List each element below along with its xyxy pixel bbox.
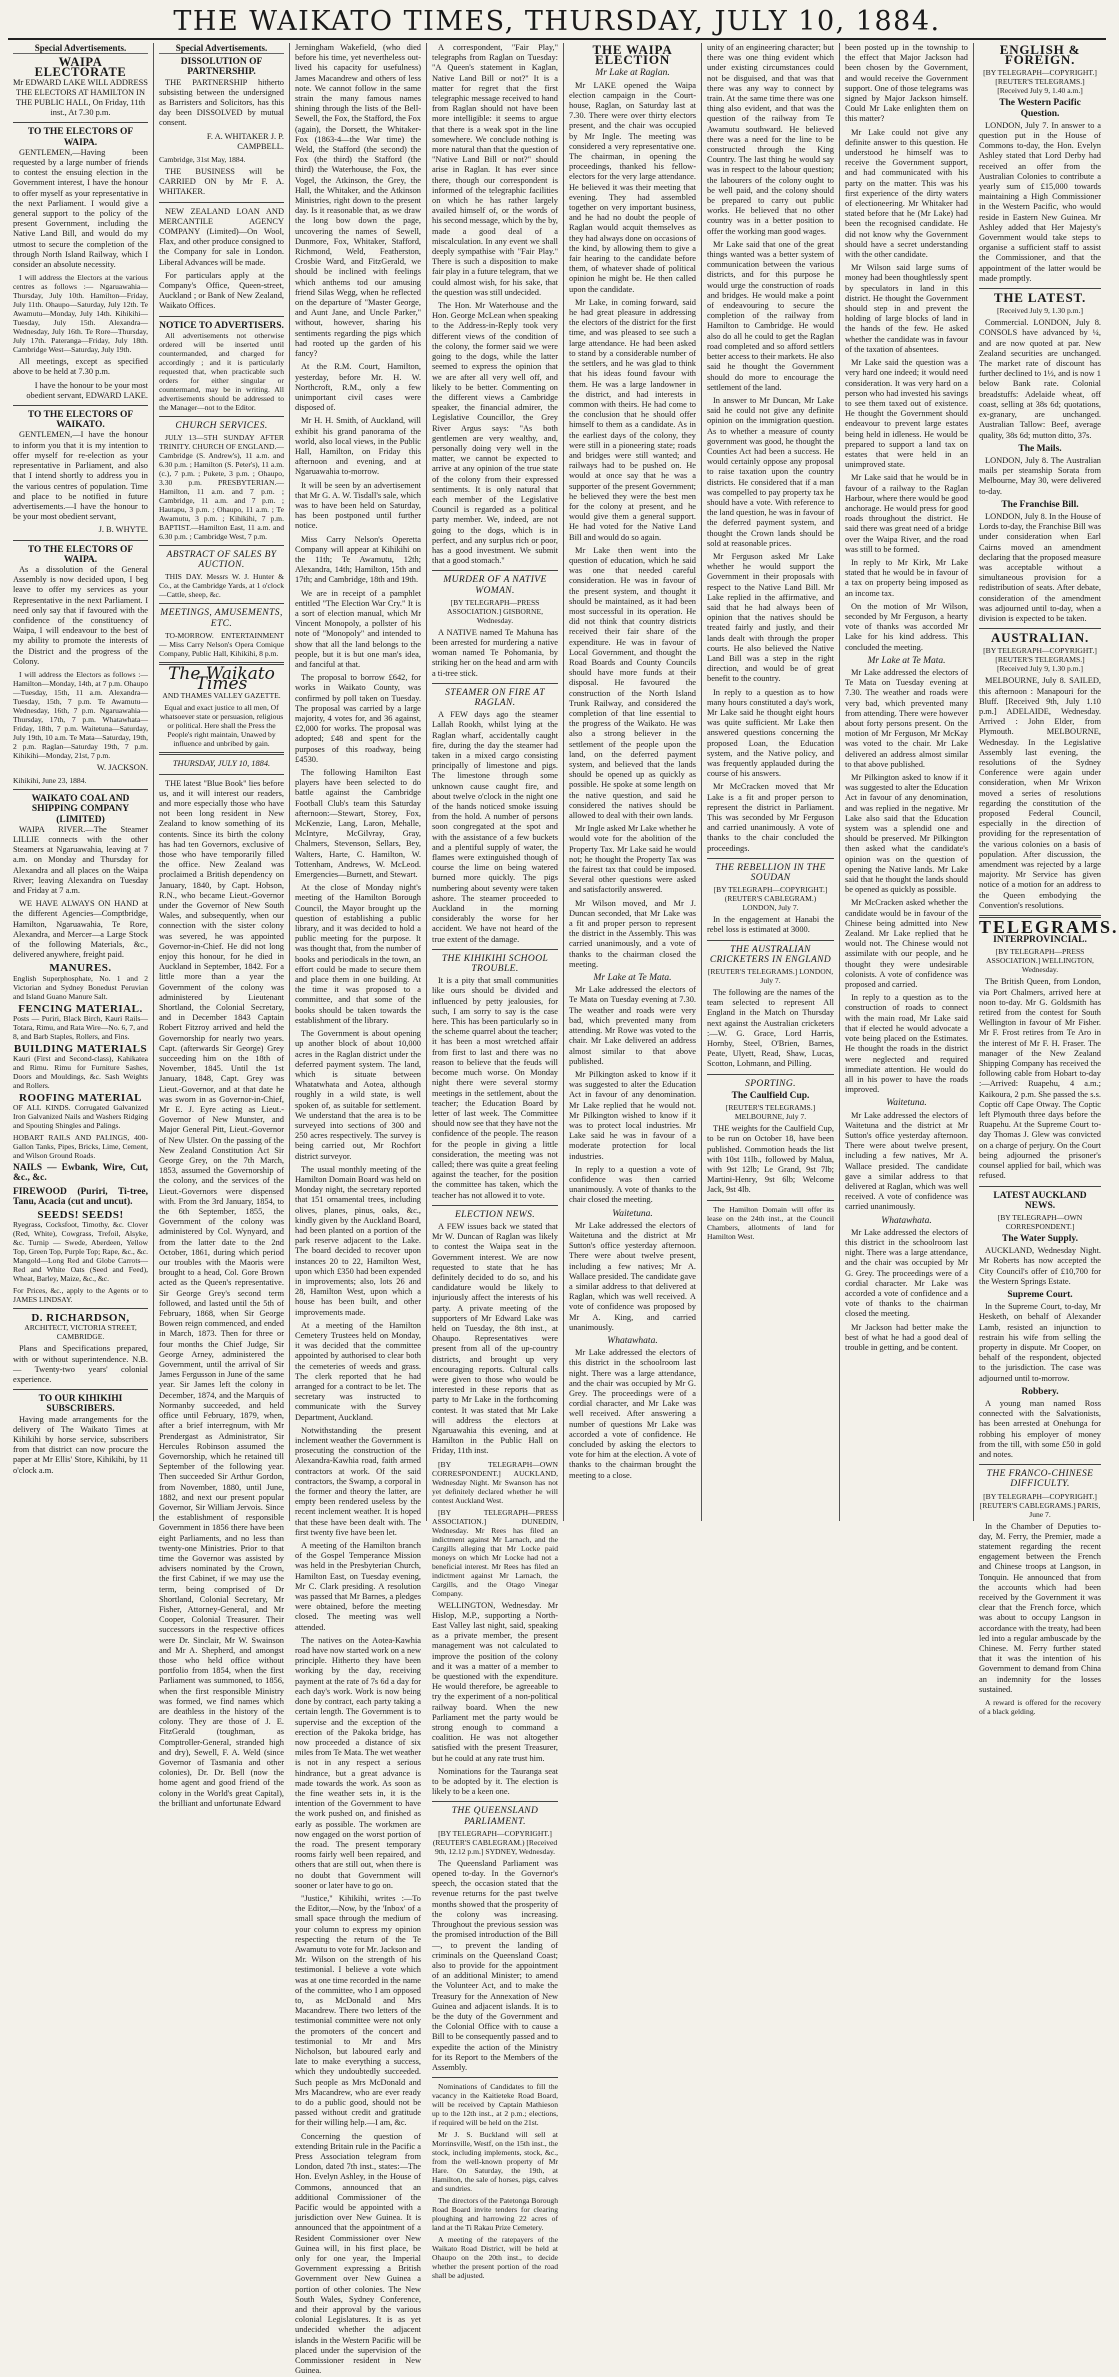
coal-company-body: WAIPA RIVER.—The Steamer LILLIE connects with the other Steamers at Ngaruawahia, leaving at 7 a.m. on Monday and Thursday for Alexandra and all places on the Waipa River; leaving Alexandra on Tuesday and Friday at 7 a.m. bbox=[13, 824, 148, 895]
waipa-election-heading: THE WAIPA ELECTION bbox=[592, 42, 673, 68]
report-paragraph: Mr Lake addressed the electors of Waitetuna and the district at Mr Sutton's office yesterday afternoon. There were about twelve present, including a few natives, Mr A. Wallace presided. The candidate gave a similar address to that delivered at Raglan, which was well received. A vote of confidence was carried unanimously. bbox=[845, 1110, 968, 1212]
report-paragraph: Mr LAKE opened the Waipa election campaign in the Court-house, Raglan, on Saturday last at 7.30. There were over thirty electors present, and the chair was occupied by Mr Ingle. The meeting was considered a very representative one. The chairman, in opening the proceedings, thanked his fellow-electors for the very large attendance. He believed it was their meeting that evening. They had assembled together on very important business, and he had no doubt the people of Raglan would acquit themselves as they had always done on occasions of the kind, by allowing them to give a fair hearing to the candidate before them, of whatever shade of political opinion he might be. He then called upon the candidate. bbox=[569, 80, 696, 294]
queensland-dateline: [BY TELEGRAPH—COPYRIGHT.] (REUTER'S CABLEGRAM.) [Received 9th, 12.12 p.m.] SYDNEY, Wednesday. bbox=[432, 1828, 558, 1856]
steamer-fire-body: A FEW days ago the steamer Lallah Rookh, whilst lying at the Raglan wharf, accidentally caught fire, during the day the steamer had taken in a mixed cargo consisting principally of limestone and pigs. The limestone through some unknown cause caught fire, and about twelve o'clock in the night one of the hands noticed smoke issuing from the hold. A number of persons soon congregated at the spot and with the assistance of a few buckets and a plentiful supply of water, the flames were extinguished though of course the lime on being watered burned more quickly. The pigs numbering about seventy were taken ashore. The steamer proceeded to Auckland in the morning considerably the worse for her accident. We have not heard of the true extent of the damage. bbox=[432, 710, 558, 944]
report-paragraph: Mr Ferguson asked Mr Lake whether he would support the Government in their proposals with respect to the Native Land Bill. Mr Lake replied in the affirmative, and said that he had always been of opinion that the natives should be treated fairly and justly, and their lands dealt with through the proper courts. He also believed the Native Land Bill was a step in the right direction, and would be of great benefit to the country. bbox=[707, 551, 834, 684]
lake-address-body: GENTLEMEN,—Having been requested by a large number of friends to contest the ensuing election in the Government interest, I have the honour to offer myself as your representative in the next Parliament. I would give a general support to the policy of the present Government, including the Native Land Bill, and would do my utmost to secure the completion of the through North Island Railway, which I consider an absolute necessity. bbox=[13, 147, 148, 270]
masthead: THE WAIKATO TIMES, THURSDAY, JULY 10, 1884. bbox=[8, 6, 1106, 40]
nz-loan-body: For particulars apply at the Company's Office, Queen-street, Auckland ; or Bank of New Zealand, Waikato Offices. bbox=[159, 270, 284, 311]
fencing-list: Posts — Puriri, Black Birch, Kauri Rails—Totara, Rimu, and Rata Wire—No. 6, 7, and 8, and Barb Staples, Rollers, and Fins. bbox=[13, 1013, 148, 1041]
richardson-subheading: ARCHITECT, VICTORIA STREET, CAMBRIDGE. bbox=[24, 1323, 137, 1342]
kihikihi-subscribers-body: Having made arrangements for the delivery of The Waikato Times at Kihikihi by horse service, subscribers from that district can now procure the paper at Mr Ellis' Store, Kihikihi, by 11 o'clock a.m. bbox=[13, 1414, 148, 1475]
report-paragraph: unity of an engineering character; but there was one thing evident which under existing circumstances could not be disguised, and that was that there was any way to connect by train. At the same time there was one thing also evident, and that was the question of the railway from Te Awamutu southward. He believed there was a need for the line to be constructed through the King Country. The last thing he would say was in respect to the labour question; the labourers of the colony ought to be well paid, and the colony should be prepared to carry out public works. He believed that no other country was in a better position to offer the working man good wages. bbox=[707, 43, 834, 236]
sporting-heading: SPORTING. bbox=[745, 1078, 796, 1089]
mails-body: LONDON, July 8. The Australian mails per steamship Sorata from Melbourne, May 30, were delivered to-day. bbox=[979, 455, 1101, 496]
caulfield-cup-subheading: The Caulfield Cup. bbox=[731, 1090, 810, 1101]
robbery-body: A young man named Ross connected with the Salvationists, has been arrested at Onehunga for robbing his employer of money from the till, with some £50 in gold and notes. bbox=[979, 1398, 1101, 1459]
hobart-rails: HOBART RAILS AND PALINGS, 400-Gallon Tanks, Pipes, Bricks, Lime, Cement, and Wilson Ground Roads. bbox=[13, 1133, 148, 1161]
cricketers-dateline: [REUTER'S TELEGRAMS.] LONDON, July 7. bbox=[707, 967, 834, 986]
column-2 bbox=[154, 43, 290, 1808]
church-services-body: JULY 13—5TH SUNDAY AFTER TRINITY. CHURCH OF ENGLAND.—Cambridge (S. Andrew's), 11 a.m. and 6.30 p.m. ; Hamilton (S. Peter's), 11 a.m. (c.), 7 p.m. ; Pukete, 3 p.m. ; Ohaupo, 3.30 p.m. PRESBYTERIAN.—Hamilton, 11 a.m. and 7 p.m. ; Cambridge, 11 a.m. and 7 p.m. ; Hautapu, 3 p.m. ; Ohaupo, 11 a.m. ; Te Awamutu, 3 p.m. ; Kihikihi, 7 p.m. BAPTIST.—Hamilton East, 11 a.m. and 6.30 p.m. ; Cambridge West, 7 p.m. bbox=[159, 433, 284, 542]
election-news-tauranga: Nominations for the Tauranga seat to be adopted by it. The election is likely to be a keen one. bbox=[432, 1766, 558, 1797]
cricketers-heading: THE AUSTRALIAN CRICKETERS IN ENGLAND bbox=[709, 944, 832, 965]
election-news-dunedin: [BY TELEGRAPH—PRESS ASSOCIATION.] DUNEDIN, Wednesday. Mr Rees has filed an indictment against Mr Larnach, and the Cargills alleging that Mr Locke paid moneys on which Mr Locke had not a beneficial interest. Mr Rees has filed an indictment against Mr Larnach, the Cargills, and the Otago Vinegar Company. bbox=[432, 1507, 558, 1598]
column-layout bbox=[8, 42, 1119, 2376]
te-mata-subheading: Mr Lake at Te Mata. bbox=[593, 973, 672, 984]
latest-auckland-dateline: [BY TELEGRAPH—OWN CORRESPONDENT.] bbox=[997, 1212, 1083, 1231]
auction-abstract-body: THIS DAY. Messrs W. J. Hunter & Co., at the Cambridge Yards, at 1 o'clock—Cattle, sheep, &c. bbox=[159, 572, 284, 600]
seeds-list: Ryegrass, Cocksfoot, Timothy, &c. Clover (Red, White), Cowgrass, Trefoil, Alsyke, &c. Turnip — Swede, Aberdeen, Yellow Top, Green Top, Purple Top; Rape, &c., &c. Mangold—Long Red and Globe Carrots—Red and White Oats (Seed and Feed), Wheat, Barley, Maize, &c., &c. bbox=[13, 1220, 148, 1284]
report-paragraph: Mr Lake said that he would be in favour of a railway to the Raglan Harbour, where there would be good anchorage. He would press for good roads throughout the district. He said there was great need of a bridge over the Waipa River, and the road was still to be formed. bbox=[845, 473, 968, 554]
notice-advertisers-body: All advertisements not otherwise ordered will be inserted until countermanded, and charged for accordingly ; and it is particularly requested that, when practicable such orders for either singular or countermand, may be in writing. All advertisements should be addressed to the Manager—not to the Editor. bbox=[159, 330, 284, 412]
waitetuna-subheading: Waitetuna. bbox=[886, 1098, 927, 1109]
report-paragraph: Mr Lake addressed the electors of Te Mata on Tuesday evening at 7.30. The weather and roads were very bad, which prevented many from attending. Mr Rowe was voted to the chair. Mr Lake delivered an address almost similar to that above published. bbox=[569, 985, 696, 1066]
franco-chinese-heading: THE FRANCO-CHINESE DIFFICULTY. bbox=[986, 1469, 1094, 1490]
english-foreign-dateline: [BY TELEGRAPH—COPYRIGHT.] [REUTER'S TELEGRAMS.] [Received July 9, 1.40 a.m.] bbox=[983, 68, 1097, 96]
mails-heading: The Mails. bbox=[1018, 443, 1062, 454]
report-paragraph: Mr Pilkington asked to know if it was suggested to alter the Education Act in favour of any denomination. Mr Lake replied that he would not. Mr Pilkington wished to know if it was to protect local industries. Mr Lake said he was in favour of a moderate protection for local industries. bbox=[569, 1069, 696, 1161]
raglan-subheading: Mr Lake at Raglan. bbox=[595, 68, 670, 79]
richardson-heading: D. RICHARDSON, bbox=[31, 1312, 130, 1325]
news-item: The directors of the Patetonga Borough Road Board invite tenders for clearing ploughing and harrowing 22 acres of land at the Ti Rakau Prize Cemetery. bbox=[432, 2196, 558, 2233]
school-trouble-heading: THE KIHIKIHI SCHOOL TROUBLE. bbox=[441, 953, 549, 975]
report-paragraph: Mr Wilson said large sums of money had been thoughtlessly spent by speculators in land in this district. He thought the Government should step in and prevent the holding of large blocks of land in the hands of the few. He asked whether the candidate was in favour of the taxation of absentees. bbox=[845, 263, 968, 354]
roofing-heading: ROOFING MATERIAL bbox=[19, 1092, 142, 1105]
soudan-dateline: [BY TELEGRAPH—COPYRIGHT.] (REUTER'S CABLEGRAM.) LONDON, July 7. bbox=[713, 885, 828, 913]
news-item: Miss Carry Nelson's Operetta Company will appear at Kihikihi on the 11th; Te Awamutu, 12th; Alexandra, 14th; Hamilton, 15th and 17th; and Cambridge, 18th and 19th. bbox=[295, 534, 421, 585]
report-paragraph: Mr Lake addressed the electors of Te Mata on Tuesday evening at 7.30. The weather and roads were very bad, which prevented many from attending. There were however about forty persons present. On the motion of Mr Ferguson, Mr McKay was voted to the chair. Mr Lake delivered an address almost similar to that above published. bbox=[845, 667, 968, 769]
news-item: Concerning the question of extending Britain rule in the Pacific a Press Association telegram from London, dated 7th inst., states:—The Hon. Evelyn Ashley, in the House of Commons, announced that an additional Commissioner of the Pacific would be appointed with a jurisdiction over New Guinea. It is announced that the appointment of a Resident Commissioner over New Guinea will, in his first place, be only for one year, the Imperial Government expressing a British Government over New Guinea a portion of other colonies. The New South Wales, Sydney Conference, and their approval by the various colonial Legislatures. It is as yet undecided whether the adjacent islands in the Western Pacific will be placed under the supervision of the Commissioner resident in New Guinea. bbox=[295, 2131, 421, 2376]
jackson-address-heading: TO THE ELECTORS OF WAIPA. bbox=[27, 544, 134, 565]
jackson-meetings-list: I will address the Electors as follows :— Hamilton—Monday, 14th, at 7 p.m. Ohaupo—Tuesday, 15th, 11 a.m. Alexandra—Tuesday, 15th, 7 p.m. Te Awamutu—Wednesday, 16th, 7 p.m. Ngaruawahia—Thursday, 17th, 7 p.m. Whatawhata—Friday, 18th, 7 p.m. Waitetuna—Saturday, July 19th, 10 a.m. Te Mata—Saturday, 19th, 2 p.m. Raglan—Saturday 19th, 7 p.m. Kihikihi—Monday, 21st, 7 p.m. bbox=[13, 669, 148, 760]
kihikihi-subscribers-heading: TO OUR KIHIKIHI SUBSCRIBERS. bbox=[38, 1394, 123, 1415]
domain-notice: The Hamilton Domain will offer its lease on the 24th inst., at the Council Chambers, allotments of land for Hamilton West. bbox=[707, 1204, 834, 1241]
divider bbox=[13, 405, 148, 406]
newspaper-motto: Equal and exact justice to all men, Of whatsoever state or persuasion, religious or political. Here shall the Press the People's right maintain, Unawed by influence and unbribed by gain. bbox=[159, 703, 284, 749]
divider bbox=[13, 789, 148, 790]
school-trouble-body: It is a pity that small communities like ours should be divided and influenced by petty jealousies, for such, I am sorry to say is the case here. This has been particularly so in the scheme quarrel about the teacher; it has been a most wretched affair from first to last and there was no reason to believe that the feuds will become much worse. On Monday night there were several stormy meetings in the settlement, about the teacher; the Education Board by letter of last week. The Committee should now see that they have not the confidence of the people. The reason for the people in giving a little consideration, the meeting was not called; there was quite a great feeling against the teacher, for the position the committee has taken, which the teacher has not allowed it to vote. bbox=[432, 976, 558, 1200]
column-6 bbox=[702, 43, 840, 1521]
te-mata-subheading: Mr Lake at Te Mata. bbox=[867, 655, 946, 666]
english-foreign-heading: ENGLISH & FOREIGN. bbox=[999, 42, 1081, 68]
divider bbox=[13, 122, 148, 123]
waitetuna-subheading: Waitetuna. bbox=[612, 1208, 653, 1219]
soudan-heading: THE REBELLION IN THE SOUDAN bbox=[715, 862, 826, 884]
manures-heading: MANURES. bbox=[49, 962, 112, 975]
news-item: Nominations of Candidates to fill the vacancy in the Kaitieteke Road Board, will be received by Captain Mathieson up to the 12th inst., at 2 p.m.; elections, if required will be held on the 21st. bbox=[432, 2082, 558, 2128]
news-item: Mr J. S. Buckland will sell at Morrinsville, Westf, on the 15th inst., the stock, including implements, stock, &c., from the well-known property of Mr Hare. On Saturday, the 19th, at Hamilton, the sale of horses, pigs, calves and sundries. bbox=[432, 2130, 558, 2194]
church-services-heading: CHURCH SERVICES. bbox=[175, 420, 268, 431]
column-1 bbox=[8, 43, 154, 1521]
latest-heading: THE LATEST. bbox=[993, 290, 1087, 306]
news-item: A correspondent, "Fair Play," telegraphs from Raglan on Tuesday: "A Queen's statement in Kaglan, Native Land Bill or not?" It is a matter for regret that the first telegraphic message received to hand from Raglan should not have been more intelligible: it seems to argue that there is a weak spot in the line somewhere. We conclude nothing is more natural than that the question of "Native Land Bill or not?" should arise in Raglan. It has ever since there, though our correspondent is informed of the telegraphic facilities on which he has rather largely availed himself of, or the words of his second message, which by the by, made a good deal of a miscalculation. In any event we shall deeply sympathise with "Fair Play." There is such a disposition to make fair play in a future telegram, that we could almost wish, for his sake, that the question was still undecided. bbox=[432, 43, 558, 297]
waipa-electorate-notice: Mr EDWARD LAKE WILL ADDRESS THE ELECTORS AT HAMILTON IN THE PUBLIC HALL, On Friday, 11th inst., At 7.30 p.m. bbox=[13, 77, 148, 118]
newspaper-title: The Waikato Times bbox=[168, 663, 275, 695]
election-news-wellington: WELLINGTON, Wednesday. Mr Hislop, M.P., supporting a North-East Valley last night, said, speaking as a private member, the present management was not calculated to improve the position of the colony and it was a matter of a member to be questioned with the expenditure. He would therefore, be agreeable to try the experiment of a non-political railway board. When the new Parliament met the party would be strong enough to command a coalition. He was not altogether satisfied with the present Treasurer, but he could at any rate trust him. bbox=[432, 1600, 558, 1763]
report-paragraph: Mr Lake addressed the electors of Waitetuna and the district at Mr Sutton's office yesterday afternoon. There were about twelve present, including a few natives; Mr A. Wallace presided. The candidate gave a similar address to that delivered at Raglan, which was well received. A vote of confidence was proposed by Mr A. King, and carried unanimously. bbox=[569, 1220, 696, 1332]
news-item: The following Hamilton East players have been selected to do battle against the Cambridge Football Club's team this Saturday afternoon:—Stewart, Storey, Fox, McKenzie, Lang, Laron, Mehalle, McIntyre, McGilvray, Gray, Chalmers, Stevenson, Sellars, Bey, Walters, Harte, C. Hamilton, W. Tottenham, Andrews, W. McLeod. Emergencies—Burnett, and Stewart. bbox=[295, 768, 421, 880]
divider bbox=[432, 1801, 558, 1802]
meetings-body: TO-MORROW. ENTERTAINMENT — Miss Carry Nelson's Opera Comique Company, Public Hall, Kihikihi, 8 p.m. bbox=[159, 630, 284, 658]
divider bbox=[13, 1308, 148, 1309]
report-paragraph: In reply to Mr Kirk, Mr Lake stated that he would be in favour of a tax on property being imposed as an income tax. bbox=[845, 557, 968, 598]
soudan-body: In the engagement at Hanabi the rebel loss is estimated at 3000. bbox=[707, 915, 834, 935]
report-paragraph: Mr McCracken moved that Mr Lake is a fit and proper person to represent the district in Parliament. This was seconded by Mr Ferguson and carried unanimously. A vote of thanks to the chair concluded the proceedings. bbox=[707, 782, 834, 853]
report-paragraph: Mr Lake then went into the question of education, which he said was one that needed careful consideration. He was in favour of the present system, and thought it should be maintained, as it had been most successful in its operation. He did not think that country districts received their fair share of the expenditure. He was in favour of Local Government, and thought the Road Boards and County Councils should have more funds at their disposal. He favoured the construction of the North Island Trunk Railway, and considered the completion of that line essential to the progress of the Waikato. He was also a strong believer in the settlement of the people upon the land, on the deferred payment system, and believed that the lands should be opened up as quickly as possible. He spoke at some length on the native question, and said he considered the natives should be allowed to deal with their own lands. bbox=[569, 545, 696, 821]
telegrams-heading: TELEGRAMS. bbox=[979, 917, 1119, 938]
auction-abstract-heading: ABSTRACT OF SALES BY AUCTION. bbox=[166, 550, 277, 571]
report-paragraph: Mr McCracken asked whether the candidate would be in favour of the Chinese being admitted into New Zealand. Mr Lake replied that he would not. The Chinese would not assimilate with our people, and he thought they were undesirable colonists. A vote of confidence was proposed and carried. bbox=[845, 898, 968, 990]
report-paragraph: Mr Lake addressed the electors of this district in the schoolroom last night. There was a large attendance, and the chair was occupied by Mr G. Grey. The proceedings were of a cordial character. Mr Lake was accorded a vote of confidence and a vote of thanks to the chairman closed the meeting. bbox=[845, 1227, 968, 1319]
coal-company-stock: WE HAVE ALWAYS ON HAND at the different Agencies—Comptbridge, Hamilton, Ngaruawahia, Te Rore, Alexandra, and Mercer—a Large Stock of the following Materials, &c., delivered anywhere, freight paid. bbox=[13, 899, 148, 960]
leader-article: THE latest "Blue Book" lies before us, and it will interest our readers, and more especially those who have not been long resident in New Zealand to know something of its contents. Since its birth the colony has had ten Governors, exclusive of those who have temporarily filled the office. New Zealand was proclaimed a British dependency on January, 1840, by Capt. Hobson, R.N., who became Lieut.-Governor under the Governor of New South Wales, and subsequently, when our connection with the sister colony was severed, he was appointed Governor-in-Chief. He did not long enjoy this honour, for he died in Auckland in September, 1842. For a little more than a year the Government of the colony was administered by Lieutenant Shortland, the Colonial Secretary, and in December 1843 Captain Robert Fitzroy arrived and held the Governorship for nearly two years. Capt. (afterwards Sir George) Grey succeeding him on the 18th of November, 1845. Until the 1st January, 1848, Capt. Grey was Lieut.-Governor, and at that date he was sworn in as Governor-in-Chief, Mr E. J. Eyre acting as Lieut.-Governor of New Munster, and Major General Pitt, Lieut.-Governor of New Ulster. On the passing of the New Zealand Constitution Act Sir George Grey, on the 7th March, 1853, assumed the Governorship of the colony, and the services of the Lieut.-Governors were dispensed with. From the 3rd January, 1854, to the 6th September, 1855, the Government of the colony was administered by Col. Wynyard, and from the latter date to the 2nd October, 1861, during which period our troubles with the Maoris were brought to a head, Col. Gore Brown acted as the Queen's representative. Sir George Grey's second term followed, and lasted until the 5th of February, 1868, when Sir George Bowen reign commenced, and ended in March, 1873. Then for three or four months the Chief Judge, Sir George Arney, administered the Government, until the arrival of Sir James Fergusson in June of the same year. Sir James left the colony in December, 1874, and the Marquis of Normanby succeeded, and held office until February, 1879, when, after a brief interregnum, with Mr Prendergast as Administrator, Sir Hercules Robinson assumed the Governorship, which he retained till September of the following year. Then succeeded Sir Arthur Gordon, from November, 1880, until June, 1882, and next our present popular Governor, Sir William Jervois. Since the establishment of responsible Government in 1856 there have been eight Parliaments, and no less than twenty-one Ministries. Prior to that time the Governor was assisted by advisers nominated by the Crown, the first Cabinet, if we may use the term, being comprised of Dr Shortland, Colonial Secretary, Mr Fisher, Attorney-General, and Mr Cooper, Colonial Treasurer. Their successors in the respective offices were Dr. Sinclair, Mr W. Swainson and Mr A. Shepherd, and amongst those who held office without portfolio from 1854, when the first Parliament was summoned, to 1856, when the first responsible Ministry was formed, we find names which are deathless in the history of the colony. They are those of J. E. FitzGerald (toughman, as Comptroller-General, stranded high and dry), Sewell, F. A. Weld (since Governor of Tasmania and other colonies), Dr. Dr. Bell (now the home agent and good friend of the colony in the World's great Capital), the brilliant and unfortunate Edward bbox=[159, 778, 284, 1808]
divider bbox=[159, 545, 284, 546]
firewood-line: FIREWOOD (Puriri, Ti-tree, Tanu, Acacia (cut and uncut). bbox=[13, 1186, 148, 1207]
divider bbox=[979, 1186, 1101, 1187]
election-news-auckland: [BY TELEGRAPH—OWN CORRESPONDENT.] AUCKLAND, Wednesday Night. Mr Swanson has not yet definitely declared whether he will contest Auckland West. bbox=[432, 1459, 558, 1505]
report-paragraph: Mr Lake said the question was a very hard one indeed; it would need consideration. It was very hard on a person who had invested his savings to see them taxed out of existence. He thought the Government should endeavour to prevent large estates being held in idleness. He would be prepared to support a land tax on estates that were held in an unimproved state. bbox=[845, 358, 968, 470]
seeds-heading: SEEDS! SEEDS! bbox=[37, 1209, 124, 1222]
news-item: A meeting of the Hamilton branch of the Gospel Temperance Mission was held in the Presbyterian Church, Hamilton East, on Tuesday evening, Mr C. Clark presiding. A resolution was passed that Mr Barnes, a pledges were obtained, before the meeting closed. The meeting was well attended. bbox=[295, 1541, 421, 1632]
report-paragraph: In reply to a question as to how many hours constituted a day's work, Mr Lake said he thought eight hours was quite sufficient. Mr Lake then answered questions concerning the proposed Loan, the Education system, and the Native policy, and was frequently applauded during the course of his answers. bbox=[707, 687, 834, 779]
election-news-heading: ELECTION NEWS. bbox=[454, 1209, 536, 1220]
dissolution-signatures: F. A. WHITAKER J. P. CAMPBELL. bbox=[206, 131, 284, 151]
roofing-list: OF ALL KINDS. Corrugated Galvanized Iron Galvanized Nails and Washers Ridging and Spouting Shingles and Palings. bbox=[13, 1103, 148, 1131]
supreme-court-heading: Supreme Court. bbox=[1007, 1289, 1073, 1300]
news-item: The usual monthly meeting of the Hamilton Domain Board was held on Monday night, the secretary reported that 151 ornamental trees, including olives, planes, pinus, oaks, &c., kindly given by the Auckland Board, had been planted on a portion of the park reserve adjacent to the Lake. The board decided to recover upon instances 20 to 22, Hamilton West, upon which £350 had been expended in improvements; also, lots 26 and 28, Hamilton West, upon which a house has been built, and other improvements made. bbox=[295, 1164, 421, 1317]
column-7 bbox=[840, 43, 974, 1521]
report-paragraph: been posted up in the township to the effect that Major Jackson had been chosen by the Government, and would receive the Government support. One of those telegrams was signed by Major Jackson himself. Could Mr Lake enlighten them on this matter? bbox=[845, 43, 968, 124]
whatawhata-subheading: Whatawhata. bbox=[881, 1215, 932, 1226]
news-item: We are in receipt of a pamphlet entitled "The Election War Cry." It is a sort of election manual, which Mr Vincent Monopoly, a pollster of his note of "Monopoly" and intended to show that all the land belongs to the people, but it is but one man's idea, and fanciful at that. bbox=[295, 588, 421, 669]
news-item: At a meeting of the Hamilton Cemetery Trustees held on Monday, it was decided that the committee appointed by authorised to clear both the cemeteries of weeds and grass. The clerk reported that he had arranged for a contract to be let. The secretary was instructed to communicate with the Survey Department, Auckland. bbox=[295, 1320, 421, 1422]
newspaper-subtitle: AND THAMES VALLEY GAZETTE. bbox=[162, 691, 281, 701]
news-item: At the R.M. Court, Hamilton, yesterday, before Mr. H. W. Northcroft, R.M., only a few unimportant civil cases were disposed of. bbox=[295, 362, 421, 413]
dissolution-business: THE BUSINESS will be CARRIED ON by Mr F. A. WHITAKER. bbox=[159, 167, 284, 197]
notice-advertisers-heading: NOTICE TO ADVERTISERS. bbox=[159, 320, 284, 331]
whyte-address-heading: TO THE ELECTORS OF WAIKATO. bbox=[27, 410, 134, 431]
divider bbox=[707, 940, 834, 941]
report-paragraph: In reply to a question a vote of confidence was then carried unanimously. A vote of thanks to the chair closed the meeting. bbox=[569, 1164, 696, 1205]
steamer-fire-heading: STEAMER ON FIRE AT RAGLAN. bbox=[445, 687, 545, 708]
australian-body: MELBOURNE, July 8. SAILED, this afternoon : Manapouri for the Bluff. [Received 9th, July 1.10 p.m.] ADELAIDE, Wednesday. Arrived : John Elder, from Plymouth. MELBOURNE, Wednesday. In the Legislative Assembly last evening, the resolutions of the Sydney Conference were again under consideration, when Mr Wrixon moved a series of resolutions regarding the constitution of the proposed Federal Council, especially in the direction of providing for the representation of the various colonies on a basis of population. After discussion, the amendment was rejected by a large majority. Mr Service has given notice of a motion for an address to the Queen embodying the Convention's resolutions. bbox=[979, 676, 1101, 910]
report-paragraph: On the motion of Mr Wilson, seconded by Mr Ferguson, a hearty vote of thanks was accorded Mr Lake for his kind address. This concluded the meeting. bbox=[845, 601, 968, 652]
franchise-body: LONDON, July 8. In the House of Lords to-day, the Franchise Bill was under consideration when Earl Cairns moved an amendment declaring that the proposed measure was acceptable without a simultaneous provision for a redistribution of seats. After debate, consideration of the amendment was adjourned until to-day, when a division is expected to be taken. bbox=[979, 511, 1101, 623]
report-paragraph: Mr Pilkington asked to know if it was suggested to alter the Education Act in favour of any denomination, and was replied in the negative. Mr Lake also said that the Education system was a splendid one and should be preserved. Mr Pilkington then asked what the candidate's opinion was on the question of opening the Native lands. Mr Lake said that he thought the lands should be opened as quickly as possible. bbox=[845, 773, 968, 895]
divider bbox=[159, 316, 284, 317]
meetings-heading: MEETINGS, AMUSEMENTS, ETC. bbox=[160, 608, 283, 629]
richardson-body: Plans and Specifications prepared, with or without superintendence. N.B. — Twenty-two years' colonial experience. bbox=[13, 1344, 148, 1385]
lake-signature: I have the honour to be your most obedient servant, EDWARD LAKE. bbox=[26, 380, 148, 400]
news-item: The proposal to borrow £642, for works in Waikato County, was confirmed by poll taken on Tuesday. The proposal was carried by a large majority, 4 votes for, and 36 against, £2,000 for works. The proposal was adopted; £48 and spent for the purposes of this roadway, being £4530. bbox=[295, 673, 421, 764]
building-list: Kauri (First and Second-class), Kahikatea and Rimu. Rimu for Furniture Sashes, Doors and Mouldings, &c. Sash Weights and Rollers. bbox=[13, 1054, 148, 1091]
australian-heading: AUSTRALIAN. bbox=[990, 630, 1089, 646]
fencing-heading: FENCING MATERIAL. bbox=[18, 1002, 143, 1015]
lake-meetings-list: I will address the Electors at the various centres as follows :— Ngaruawahia—Thursday, July 10th. Hamilton—Friday, July 11th. Ohaupo—Saturday, July 12th. Te Awamutu—Monday, July 14th. Kihikihi—Tuesday, July 15th. Alexandra—Wednesday, July 16th. Te Rore—Thursday, July 17th. Pateranga—Friday, July 18th. Cambridge West—Saturday, July 19th. bbox=[13, 273, 148, 355]
murder-heading: MURDER OF A NATIVE WOMAN. bbox=[443, 575, 547, 596]
jackson-address-body: As a dissolution of the General Assembly is now decided upon, I beg leave to offer my services as your Representative in the next Parliament. I need only say that if favoured with the confidence of the constituency of Waipa, I will endeavour to the best of my ability to promote the interests of the District and the progress of the Colony. bbox=[13, 564, 148, 666]
column-5 bbox=[564, 43, 702, 1521]
queensland-body: The Queensland Parliament was opened to-day. In the Governor's speech, the occasion stated that the revenue returns for the past twelve months showed that the prosperity of the colony was increasing. Throughout the previous session was the promised introduction of the Bill—, to prevent the landing of criminals on the Queensland Coast; also to provide for the appointment of an additional Minister; to amend the Volunteer Act, and to make the Treasury for the Annexation of New Guinea and adjacent islands. It is to be the duty of the Government and the Colonial Office with to cause a Bill to be consequently passed and to expedite the action of the Ministry for its Report to the Members of the Assembly. bbox=[432, 1858, 558, 2072]
franco-chinese-body: In the Chamber of Deputies to-day, M. Ferry, the Premier, made a statement regarding the recent engagement between the French and Chinese troops at Langson, in Tonquin. He announced that from the accounts which had been received by the Government it was clear that the French force, which was about to occupy Langson in accordance with the treaty, had been led into a regular ambuscade by the Chinese. M. Ferry further stated that it was the intention of his Government to demand from China an indemnity for the losses sustained. bbox=[979, 1521, 1101, 1694]
divider bbox=[707, 858, 834, 859]
election-news-body: A FEW issues back we stated that Mr W. Duncan of Raglan was likely to contest the Waipa seat in the Government interest. We are now requested to state that he has definitely decided to do so, and his candidature would be likely to injuriously affect the interests of his party. A private meeting of the supporters of Mr Edward Lake was held on Tuesday, the 8th inst., at Ohaupo. Representatives were present from all of the up-country districts, and brought up very encouraging reports. Cultural calls were given to those who would be interested in these reports that as party to Mr Lake in the forthcoming contest. It was stated that Mr Lake will address the electors at Ngaruawahia this evening, and at Hamilton in the Public Hall on Friday, 11th inst. bbox=[432, 1221, 558, 1456]
news-item: The natives on the Aotea-Kawhia road have now started work on a new principle. Hitherto they have been working by the day, receiving payment at the rate of 7s 6d a day for each day's work. Work is now being done by contract, each party taking a certain length. The Government is to supervise and the exception of the erection of the Pakoka bridge, has now proceeded a distance of six miles from Te Mata. The wet weather is not in any respect a serious hindrance, but a great advance is made towards the work. As soon as the fine weather sets in, it is the intention of the Government to have the work pushed on, and finished as early as possible. The workmen are now engaged on the worst portion of the road. The present temporary rooms fairly well been repaired, and others that are still out, when there is no doubt that Government will sooner or later have to go on. bbox=[295, 1635, 421, 1890]
dissolution-body: THE PARTNERSHIP hitherto subsisting between the undersigned as Barristers and Solicitors, has this day been DISSOLVED by mutual consent. bbox=[159, 77, 284, 128]
commercial-body: Commercial. LONDON, July 8. CONSOLS have advanced by ¼, and are now quoted at par. New Zealand securities are unchanged. The market rate of discount has further declined to 1½, and is now 1 below Bank rate. Colonial breadstuffs: Adelaide wheat, off coast, selling at 38s 6d; quotations, ex-granary, are unchanged. Australian Tallow: Beef, average quality, 38s 6d; mutton ditto, 37s. bbox=[979, 318, 1101, 440]
franchise-heading: The Franchise Bill. bbox=[1001, 499, 1079, 510]
column-label: Special Advertisements. bbox=[159, 43, 284, 54]
sporting-body: THE weights for the Caulfield Cup, to be run on October 18, have been published. Commotion heads the list with 10st 11lb., followed by Malua, with 9st 12lb; Le Grand, 9st 7lb; Martini-Henry, 9st 6lb; Welcome Jack, 9st 4lb. bbox=[707, 1124, 834, 1195]
latest-auckland-heading: LATEST AUCKLAND NEWS. bbox=[993, 1190, 1087, 1211]
report-paragraph: Mr Lake, in coming forward, said he had great pleasure in addressing the electors of the district for the first time, and was pleased to see such a large attendance. He had been asked to stand by a considerable number of the settlers, and he was glad to think that his ideas found favour with them. He was a large landowner in the district, and had interests in common with theirs. He had come to the conclusion that he should offer himself to them as a candidate. As in the earliest days of the colony, they were still in a pioneering state; roads and bridges were still wanted; and railways had to be pushed on. He would at once say that he was a supporter of the present Government; he believed they were the best men for the colony at present, and he would give them a general support. He had voted for the Native Land Bill and would do so again. bbox=[569, 297, 696, 542]
coal-company-heading: WAIKATO COAL AND SHIPPING COMPANY (LIMITED) bbox=[31, 794, 130, 825]
murder-dateline: [BY TELEGRAPH—PRESS ASSOCIATION.] GISBORNE, Wednesday. bbox=[447, 597, 543, 625]
news-item: "Justice," Kihikihi, writes :—To the Editor,—Now, by the 'Inbox' of a small space through the medium of your column to express my opinion respecting the return of the Te Awamutu to vote for Mr. Jackson and Mr. Wilson on the strength of his testimonial. I believe a vote which was at one time recorded in the name of the committee, who I am opposed to, as McDonald and Mrs Macandrew. There two letters of the testimonial committee were not only the promoters of the concert and testimonial to Mr and Mrs Nicholson, but laboured early and late to make everything a success, which they undoubtedly succeeded. Such people as Mrs McDonald and Mrs Macandrew, who are ever ready to do a public good, should not be passed without credit and gratitude for their willing help.—I am, &c. bbox=[295, 1893, 421, 2128]
leader-dateline: THURSDAY, JULY 10, 1884. bbox=[172, 759, 271, 769]
report-paragraph: In answer to Mr Duncan, Mr Lake said he could not give any definite opinion on the immigration question. As to whether a measure of county government was good, he thought the Counties Act had been a success. He would certainly oppose any proposal to raise taxation upon the country districts. He considered that if a man was compelled to pay property tax he should have a vote. With reference to the land question, he was in favour of the deferred payment system, and thought the Crown lands should be sold at reasonable prices. bbox=[707, 395, 834, 548]
nz-loan-heading: NEW ZEALAND LOAN AND MERCANTILE AGENCY COMPANY (Limited)—On Wool, Flax, and other produce consigned to the Company for sale in London. Liberal Advances will be made. bbox=[159, 206, 284, 267]
divider bbox=[979, 1464, 1101, 1465]
building-heading: BUILDING MATERIALS bbox=[13, 1042, 148, 1055]
whatawhata-subheading: Whatawhata. bbox=[607, 1335, 658, 1346]
manures-list: English Superphosphate, No. 1 and 2 Victorian and Sydney Bonedust Peruvian and Island Guano Manure Salt. bbox=[13, 973, 148, 1001]
water-supply-body: AUCKLAND, Wednesday Night. Mr Roberts has now accepted the City Council's offer of £10,700 for the Western Springs Estate. bbox=[979, 1246, 1101, 1286]
column-label: Special Advertisements. bbox=[13, 43, 148, 54]
report-paragraph: Mr Lake could not give any definite answer to this question. He understood he himself was to receive the Government support, and had communicated with his party on the matter. This was his first experience of the dirty waters of electioneering. Mr Whitaker had stated before that he (Mr Lake) had been the recognised candidate. He did not know why the Government should have a secret understanding with the other candidate. bbox=[845, 127, 968, 260]
queensland-heading: THE QUEENSLAND PARLIAMENT. bbox=[451, 1806, 539, 1827]
australian-dateline: [BY TELEGRAPH—COPYRIGHT.] [REUTER'S TELEGRAMS.] [Received July 9, 1.30 p.m.] bbox=[983, 646, 1097, 674]
divider bbox=[159, 202, 284, 203]
nails-line: NAILS — Ewbank, Wire, Cut, &c., &c. bbox=[13, 1163, 148, 1184]
double-divider bbox=[159, 752, 284, 755]
column-8 bbox=[974, 42, 1119, 1717]
franco-chinese-dateline: [BY TELEGRAPH—COPYRIGHT.] [REUTER'S CABLEGRAMS.] PARIS, June 7. bbox=[979, 1491, 1101, 1519]
whyte-address-body: GENTLEMEN,—I have the honour to inform you that it is my intention to offer myself for re-election as your representative in Parliament, and also that I intend shortly to address you in the various centres of population. Time and place to be notified in future advertisements.—I have the honour to be your most obedient servant, bbox=[13, 430, 148, 522]
jackson-date: Kihikihi, June 23, 1884. bbox=[13, 776, 87, 786]
news-item: It will be seen by an advertisement that Mr G. A. W. Tisdall's sale, which was to have been held on Saturday, has been postponed until further notice. bbox=[295, 480, 421, 531]
divider bbox=[432, 2077, 558, 2078]
news-item: At the close of Monday night's meeting of the Hamilton Borough Council, the Mayor brought up the question of establishing a public library, and it was decided to hold a public meeting for the purpose. It was thought that, from the number of books and periodicals in the town, an effort could be made to secure them and place them in one building. At the time it was proposed to a committee, and that some of the books should be taken towards the establishment of the library. bbox=[295, 883, 421, 1025]
report-paragraph: Mr Lake addressed the electors of this district in the schoolroom last night. There was a large attendance, and the chair was occupied by Mr G. Grey. The proceedings were of a cordial character, and Mr Lake was well received. After answering a number of questions Mr Lake was accorded a vote of confidence. He concluded by asking the electors to vote for him at the election. A vote of thanks to the chairman brought the meeting to a close. bbox=[569, 1348, 696, 1480]
news-item: A meeting of the ratepayers of the Waikato Road District, will be held at Ohaupo on the 20th inst., to decide whether the present portion of the road shall be adjusted. bbox=[432, 2235, 558, 2281]
dissolution-date: Cambridge, 31st May, 1884. bbox=[159, 155, 246, 165]
lindsay-line: For Prices, &c., apply to the Agents or to JAMES LINDSAY. bbox=[13, 1286, 148, 1305]
news-item: Mr H. H. Smith, of Auckland, will exhibit his grand panorama of the world, also local views, in the Public Hall, Hamilton, on Friday this afternoon and evening, and at Ngaruawahia to-morrow. bbox=[295, 416, 421, 477]
supreme-court-body: In the Supreme Court, to-day, Mr Hesketh, on behalf of Alexander Lamb, resisted an injunction to restrain his wife from selling the property in dispute. Mr Cooper, on behalf of the respondent, objected to the jurisdiction. The case was adjourned until to-morrow. bbox=[979, 1302, 1101, 1383]
report-paragraph: In reply to a question as to the construction of roads to connect with the main road, Mr Lake said that if elected he would advocate a vote being placed on the Estimates. He thought the roads in the district were neglected and required immediate attention. He would do all in his power to have the roads improved. bbox=[845, 993, 968, 1095]
interprovincial-heading: INTERPROVINCIAL. bbox=[993, 935, 1087, 946]
divider bbox=[979, 288, 1101, 289]
divider bbox=[707, 1074, 834, 1075]
report-paragraph: Mr Ingle asked Mr Lake whether he would vote for the abolition of the Property Tax. Mr Lake said he would not; he thought the Property Tax was the fairest tax that could be imposed. Several other questions were asked and satisfactorily answered. bbox=[569, 824, 696, 895]
news-item: The Hon. Mr Waterhouse and the Hon. George McLean when speaking to the Address-in-Reply took very different views of the condition of the colony, the former said we were going to the dogs, while the latter seemed to express the opinion that we are after all very well off, and likely to be better. Commenting on the different views a Cambridge speaker, the financial admirer, the Legislative Councillor, the Grey River Argus says: "As both gentlemen are very wealthy, and, personally doing very well in the matter, we cannot be expected to arrive at any opinion of the true state of the colony from their expressed sentiments. It is only natural that each member of the Legislative Council is regarded as a political party member. We, indeed, are not going to the dogs, which is in perfect, and any surplus rich or poor, has a good investment. We submit that a good stomach." bbox=[432, 301, 558, 566]
divider bbox=[159, 774, 284, 775]
divider bbox=[13, 540, 148, 541]
pacific-question-body: LONDON, July 7. In answer to a question put in the House of Commons to-day, the Hon. Evelyn Ashley stated that Lord Derby had received an offer from the Australian Colonies to contribute a yearly sum of £15,000 towards maintaining a High Commissioner in the Western Pacific, who would reside in Eastern New Guinea. Mr Ashley added that Her Majesty's Government would take steps to organise a sufficient staff to assist the Commissioner, and that the appointment of the latter would be made promptly. bbox=[979, 120, 1101, 283]
pacific-question-heading: The Western Pacific Question. bbox=[999, 98, 1081, 119]
divider bbox=[432, 683, 558, 684]
reward-notice: A reward is offered for the recovery of a black gelding. bbox=[979, 1698, 1101, 1717]
leader-continued: Jerningham Wakefield, (who died before his time, yet nevertheless out-lived his capacity for usefulness) James Macandrew and others of less note. We cannot follow in the same strain the many famous names shining through the lists of the Bell-Sewell, the Fox, the Stafford, the Fox (again), the Dorsett, the Whitaker-Fox (1863-4—the War time) the Weld, the Stafford (the second) the Fox (the third) the Stafford (the third) the Waterhouse, the Fox, the Vogel, the Atkinson, the Grey, the Hall, the Whitaker, and the Atkinson Ministries, right down to the present day. Is it reasonable that, as we draw the long bow down the page, uncovering the names of Sewell, Dunmore, Fox, Whitaker, Stafford, Richmond, Weld, Featherston, Crosbie Ward, and FitzGerald, we should be inclined with feelings which anthems tod our amusing friend Silas Wegg, when he reflected on the departure of "Master George, and Aunt Jane, and Uncle Parker," without, however, sharing his sentiments regarding the pigs which had rooted up the garden of his fancy? bbox=[295, 43, 421, 359]
waipa-electorate-heading: WAIPA ELECTORATE bbox=[34, 55, 127, 80]
news-item: The Government is about opening up another block of about 10,000 acres in the Raglan district under the deferred payment system. The land, which is situate between Whatatwhata and Aotea, although roughly in a wild state, is well spoken of, as suitable for settlement. We understand that the area is to be surveyed into sections of 300 and 250 acres respectively. The survey is being carried out, Mr Rochfort district surveyor. bbox=[295, 1029, 421, 1161]
interprovincial-dateline: [BY TELEGRAPH—PRESS ASSOCIATION.] WELLINGTON, Wednesday. bbox=[986, 947, 1094, 975]
divider bbox=[159, 416, 284, 417]
report-paragraph: Mr Jackson had better make the best of what he had a good deal of trouble in getting, and be content. bbox=[845, 1322, 968, 1352]
lake-address-heading: TO THE ELECTORS OF WAIPA. bbox=[27, 127, 134, 148]
jackson-signature: W. JACKSON. bbox=[96, 762, 148, 772]
latest-dateline: [Received July 9, 1.30 p.m.] bbox=[996, 306, 1084, 316]
lake-meetings-note: All meetings, except as specified above to be held at 7.30 p.m. bbox=[13, 357, 148, 377]
news-item: Notwithstanding the present inclement weather the Government is prosecuting the construction of the Alexandra-Kawhia road, faith armed contractors at work. Of the said contractors, the Swamp, a corporal in the former and theory the latter, are empty been rendered useless by the recent inclement weather. It is hoped that these have been dealt with. The first twenty five have been let. bbox=[295, 1425, 421, 1537]
water-supply-heading: The Water Supply. bbox=[1002, 1233, 1078, 1244]
column-3 bbox=[290, 43, 427, 2376]
interprovincial-body: The British Queen, from London, via Port Chalmers, arrived here at noon to-day. Mr G. Goldsmith has retired from the contest for South Wellington in favour of Mr Fisher. Mr F. Frost retires from Te Aro in the interest of Mr F. H. Fraser. The manager of the New Zealand Shipping Company has received the following cable from Hobart to-day :—Arrived: Ruapehu, 4 a.m.; Kaikoura, 2 p.m. She passed the s.s. Coptic off Cape Otway. The Coptic left Plymouth three days before the Ruapehu. At the Supreme Court to-day Thomas J. Glew was convicted on a charge of perjury. On the Court being adjourned the prisoner's counsel applied for bail, which was refused. bbox=[979, 977, 1101, 1181]
whyte-signature: J. B. WHYTE. bbox=[98, 525, 148, 535]
cricketers-body: The following are the names of the team selected to represent All England in the Match on Thursday next against the Australian cricketers :—W. G. Grace, Lord Harris, Hornby, Steel, O'Brien, Barnes, Peate, Ulyett, Read, Shaw, Lucas, Scotton, Lohmann, and Pilling. bbox=[707, 988, 834, 1069]
robbery-heading: Robbery. bbox=[1021, 1386, 1059, 1397]
sporting-dateline: [REUTER'S TELEGRAMS.] MELBOURNE, July 7. bbox=[725, 1103, 816, 1122]
column-4 bbox=[427, 43, 564, 2281]
divider bbox=[159, 603, 284, 604]
dissolution-heading: DISSOLUTION OF PARTNERSHIP. bbox=[180, 57, 263, 78]
report-paragraph: Mr Lake said that one of the great things wanted was a better system of communication between the various districts, and for this purpose he would urge the construction of roads and bridges. He would make a point of endeavouring to secure the completion of the railway from Hamilton to Cambridge. He would also do all he could to get the Raglan road completed and so afford settlers better access to their markets. He also said he thought the Government should do more to encourage the settlement of the land. bbox=[707, 239, 834, 392]
divider bbox=[707, 1200, 834, 1201]
divider bbox=[432, 1205, 558, 1206]
report-paragraph: Mr Wilson moved, and Mr J. Duncan seconded, that Mr Lake was a fit and proper person to represent the district in the Assembly. This was carried unanimously, and a vote of thanks to the chairman closed the meeting. bbox=[569, 898, 696, 969]
murder-body: A NATIVE named Te Mahuna has been arrested for murdering a native woman named Te Pohomania, by striking her on the head and arm with a ti-tree stick. bbox=[432, 627, 558, 678]
divider bbox=[979, 628, 1101, 629]
divider bbox=[432, 570, 558, 571]
divider bbox=[432, 949, 558, 950]
divider bbox=[13, 1389, 148, 1390]
